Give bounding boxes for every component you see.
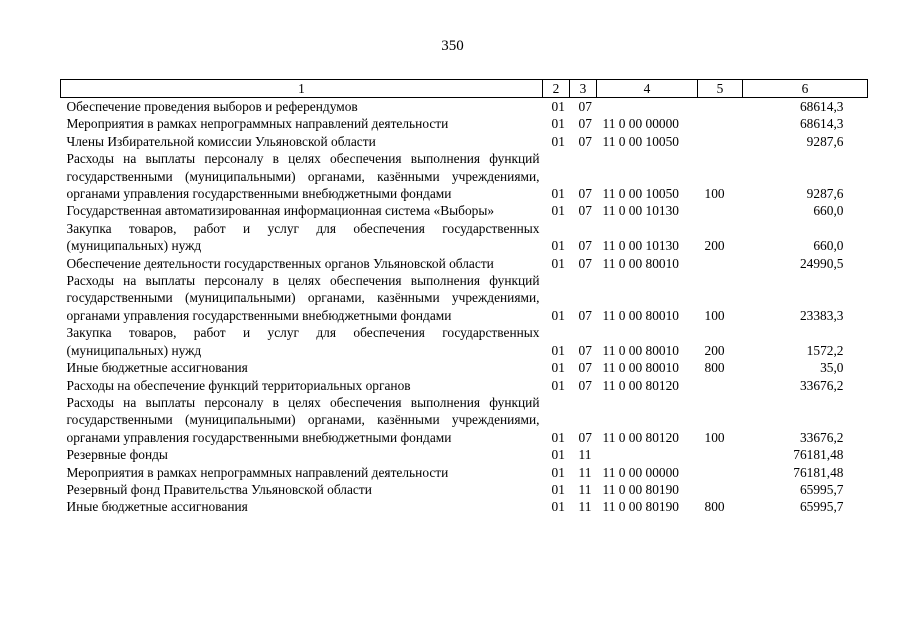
table-row	[61, 481, 868, 498]
column-header-amount: 6	[743, 80, 868, 98]
row-target-article: 11 0 00 10050	[602, 186, 679, 202]
row-amount: 660,0	[813, 203, 844, 219]
row-section: 01	[551, 429, 565, 445]
row-target-article: 11 0 00 80120	[602, 429, 679, 445]
row-subsection: 11	[578, 499, 592, 515]
table-row	[61, 133, 868, 150]
column-header-subsection: 3	[570, 80, 597, 98]
row-name: Закупка товаров, работ и услуг для обеспечения государственных (муниципальных) нужд	[66, 325, 540, 358]
row-amount: 33676,2	[799, 429, 844, 445]
table-row	[61, 324, 868, 359]
table-row	[61, 220, 868, 255]
column-header-section: 2	[543, 80, 570, 98]
row-amount: 9287,6	[806, 133, 844, 149]
row-amount: 9287,6	[806, 186, 844, 202]
table-row	[61, 150, 868, 202]
table-row	[61, 255, 868, 272]
row-section: 01	[551, 447, 565, 463]
row-section: 01	[551, 377, 565, 393]
row-subsection: 07	[578, 429, 592, 445]
row-subsection: 07	[578, 307, 592, 323]
table-row	[61, 394, 868, 446]
table-header	[61, 80, 868, 98]
row-name: Обеспечение проведения выборов и референдумов	[66, 99, 358, 114]
row-expense-type	[698, 98, 743, 116]
row-section: 01	[551, 499, 565, 515]
row-name: Расходы на обеспечение функций территориальных органов	[66, 377, 411, 393]
table-row	[61, 359, 868, 376]
row-expense-type: 800	[704, 499, 725, 515]
column-header-expense-type: 5	[698, 80, 743, 98]
column-header-target-article: 4	[597, 80, 698, 98]
row-expense-type: 200	[704, 342, 725, 358]
row-amount: 35,0	[820, 360, 844, 376]
row-name: Расходы на выплаты персоналу в целях обеспечения выполнения функций государственными (муниципальными) органами, казёнными учреждениями, органами управления государственными внебюджетными фондами	[66, 394, 540, 445]
row-expense-type	[698, 255, 743, 272]
row-section: 01	[551, 186, 565, 202]
row-section: 01	[551, 203, 565, 219]
row-expense-type: 100	[704, 429, 725, 445]
row-subsection: 07	[578, 377, 592, 393]
row-name: Мероприятия в рамках непрограммных направлений деятельности	[66, 116, 449, 132]
row-name: Иные бюджетные ассигнования	[66, 360, 248, 376]
row-target-article	[597, 98, 698, 116]
table-row	[61, 98, 868, 116]
row-expense-type	[698, 446, 743, 463]
row-expense-type: 200	[704, 238, 725, 254]
row-name: Мероприятия в рамках непрограммных направлений деятельности	[66, 464, 449, 480]
row-subsection: 11	[578, 481, 592, 497]
row-target-article: 11 0 00 80010	[602, 307, 679, 323]
row-section: 01	[551, 99, 565, 114]
column-header-name: 1	[61, 80, 543, 98]
row-amount: 65995,7	[799, 499, 844, 515]
row-amount: 65995,7	[799, 481, 844, 497]
row-section: 01	[551, 342, 565, 358]
row-target-article: 11 0 00 10130	[602, 238, 679, 254]
row-name: Обеспечение деятельности государственных органов Ульяновской области	[66, 255, 494, 271]
row-expense-type: 100	[704, 307, 725, 323]
row-section: 01	[551, 464, 565, 480]
row-name: Государственная автоматизированная информационная система «Выборы»	[66, 203, 495, 219]
page-number: 350	[441, 38, 464, 54]
row-section: 01	[551, 481, 565, 497]
header-row	[61, 80, 868, 98]
table-body	[61, 98, 868, 516]
row-name: Резервные фонды	[66, 447, 168, 463]
row-amount: 24990,5	[799, 255, 844, 271]
row-amount: 76181,48	[793, 464, 844, 480]
row-section: 01	[551, 255, 565, 271]
row-subsection: 07	[578, 116, 592, 132]
row-section: 01	[551, 133, 565, 149]
row-amount: 23383,3	[799, 307, 844, 323]
row-subsection: 07	[578, 342, 592, 358]
row-expense-type	[698, 377, 743, 394]
row-amount: 68614,3	[799, 99, 844, 114]
row-amount: 68614,3	[799, 116, 844, 132]
row-amount: 660,0	[813, 238, 844, 254]
row-subsection: 07	[578, 99, 592, 114]
row-expense-type	[698, 464, 743, 481]
row-expense-type: 100	[704, 186, 725, 202]
row-target-article: 11 0 00 80190	[602, 499, 679, 515]
row-expense-type	[698, 115, 743, 132]
row-expense-type: 800	[704, 360, 725, 376]
row-target-article: 11 0 00 80190	[602, 481, 679, 497]
row-target-article: 11 0 00 80010	[602, 342, 679, 358]
row-expense-type	[698, 133, 743, 150]
row-expense-type	[698, 202, 743, 219]
row-target-article: 11 0 00 10050	[602, 133, 679, 149]
row-subsection: 07	[578, 255, 592, 271]
row-name: Иные бюджетные ассигнования	[66, 499, 248, 515]
row-expense-type	[698, 481, 743, 498]
table-row	[61, 202, 868, 219]
table-row	[61, 498, 868, 515]
table-row	[61, 446, 868, 463]
row-subsection: 07	[578, 133, 592, 149]
row-subsection: 07	[578, 186, 592, 202]
row-amount: 76181,48	[793, 447, 844, 463]
row-subsection: 11	[578, 447, 592, 463]
row-target-article: 11 0 00 10130	[602, 203, 679, 219]
row-target-article: 11 0 00 80010	[602, 360, 679, 376]
row-target-article: 11 0 00 00000	[602, 116, 679, 132]
table-row	[61, 377, 868, 394]
budget-table	[60, 79, 868, 516]
row-name: Расходы на выплаты персоналу в целях обеспечения выполнения функций государственными (муниципальными) органами, казёнными учреждениями, органами управления государственными внебюджетными фондами	[66, 151, 540, 202]
row-subsection: 07	[578, 238, 592, 254]
row-name: Расходы на выплаты персоналу в целях обеспечения выполнения функций государственными (муниципальными) органами, казёнными учреждениями, органами управления государственными внебюджетными фондами	[66, 273, 540, 323]
row-amount: 33676,2	[799, 377, 844, 393]
row-section: 01	[551, 238, 565, 254]
row-target-article: 11 0 00 00000	[602, 464, 679, 480]
row-name: Закупка товаров, работ и услуг для обеспечения государственных (муниципальных) нужд	[66, 220, 540, 254]
row-target-article: 11 0 00 80010	[602, 255, 679, 271]
row-section: 01	[551, 360, 565, 376]
row-target-article: 11 0 00 80120	[602, 377, 679, 393]
row-subsection: 07	[578, 203, 592, 219]
row-amount: 1572,2	[806, 342, 844, 358]
row-section: 01	[551, 307, 565, 323]
table-row	[61, 115, 868, 132]
row-name: Члены Избирательной комиссии Ульяновской области	[66, 133, 376, 149]
table-row	[61, 272, 868, 324]
row-subsection: 11	[578, 464, 592, 480]
row-subsection: 07	[578, 360, 592, 376]
row-section: 01	[551, 116, 565, 132]
row-name: Резервный фонд Правительства Ульяновской области	[66, 481, 372, 497]
table-row	[61, 464, 868, 481]
row-target-article	[597, 446, 698, 463]
